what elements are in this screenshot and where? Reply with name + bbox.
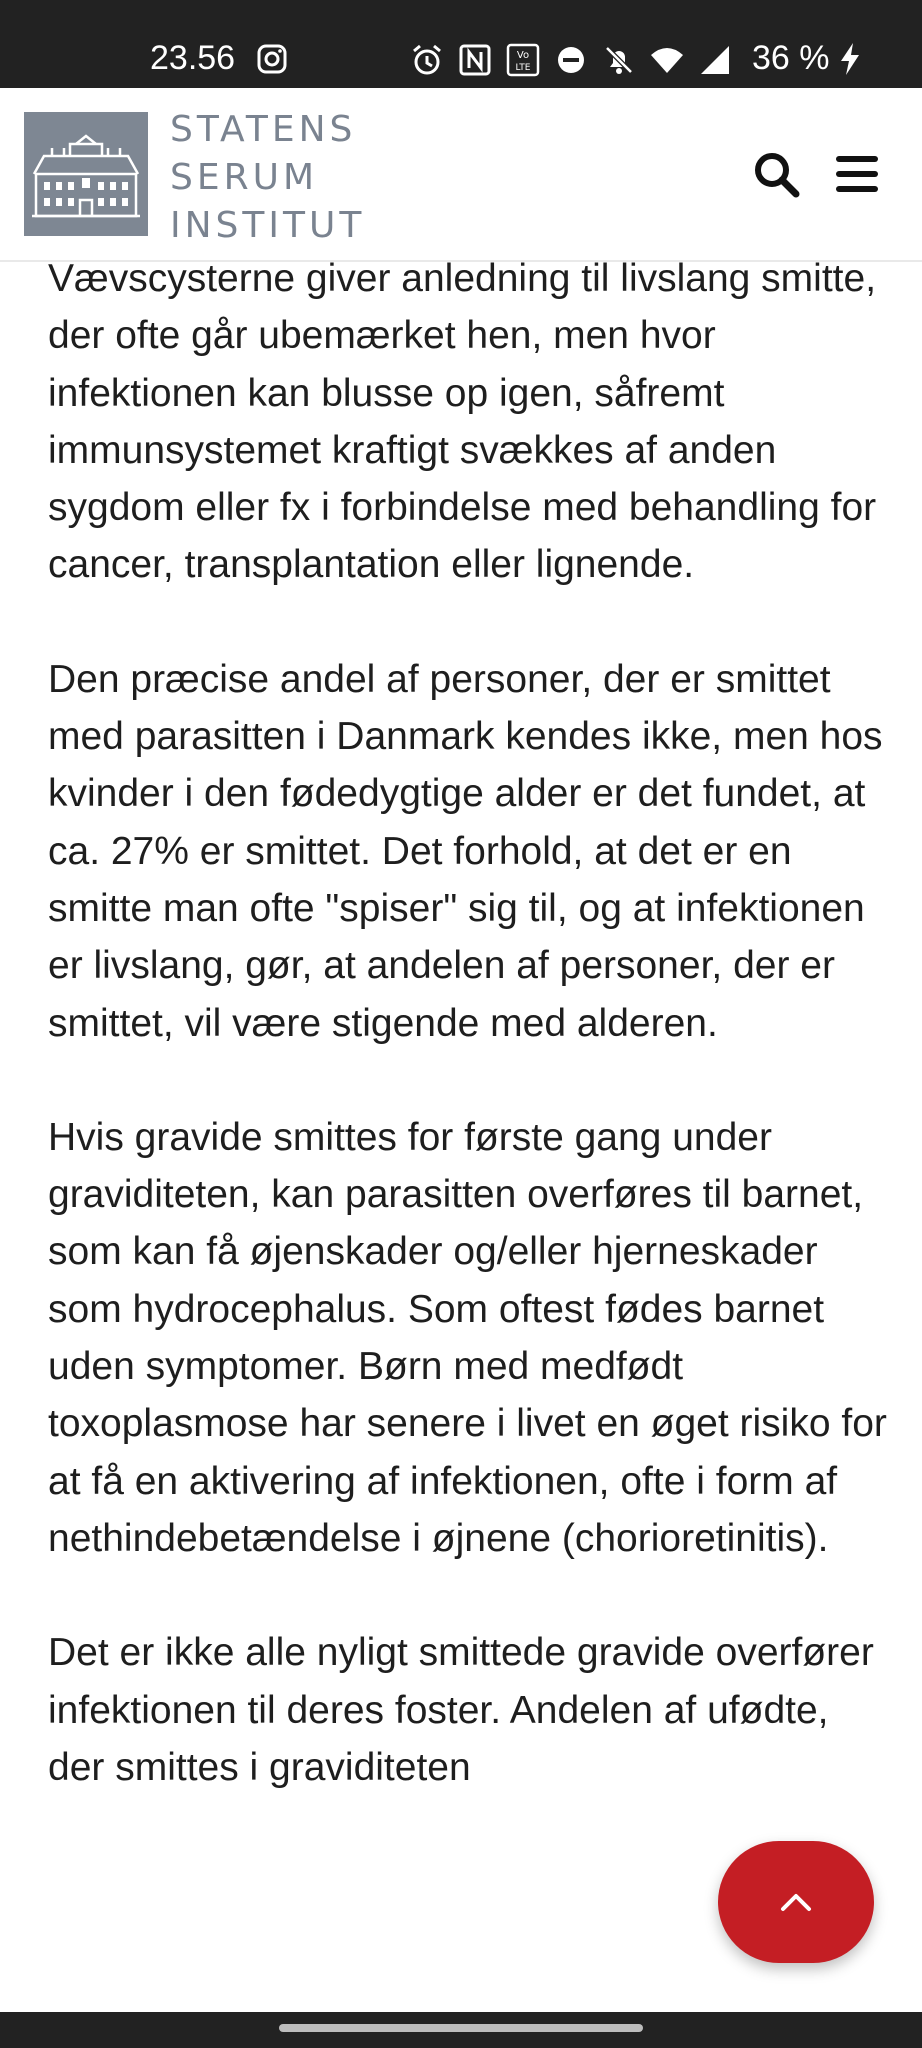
article-body	[48, 250, 888, 1853]
svg-text:Vo: Vo	[516, 50, 530, 61]
scroll-to-top-button[interactable]	[718, 1841, 874, 1963]
hamburger-menu-icon[interactable]	[834, 154, 880, 194]
status-time: 23.56	[150, 39, 236, 77]
battery-level: 36 %	[752, 39, 830, 77]
chevron-up-icon	[780, 1885, 812, 1919]
instagram-icon	[257, 44, 287, 74]
article-paragraph: Hvis gravide smittes for første gang under graviditeten, kan parasitten overføres til barnet, som kan få øjenskader og/eller hjerneskader som hydrocephalus. Som oftest fødes barnet uden symptomer. Børn med medfødt toxoplasmose har senere i livet en øget risiko for at få en aktivering af infektionen, ofte i form af nethindebetændelse i øjnene (chorioretinitis).	[48, 1115, 887, 1560]
building-logo-icon[interactable]	[24, 112, 148, 236]
nfc-icon	[458, 43, 492, 77]
notifications-off-icon	[602, 43, 636, 77]
wifi-icon	[650, 43, 684, 77]
volte-icon	[506, 43, 540, 77]
status-icons	[410, 40, 732, 80]
search-icon[interactable]	[752, 150, 800, 198]
do-not-disturb-icon	[554, 43, 588, 77]
gesture-handle[interactable]	[279, 2024, 643, 2032]
logo-line: SERUM	[170, 157, 319, 198]
system-nav-bar	[0, 2012, 922, 2048]
logo-line: INSTITUT	[170, 205, 366, 246]
article-paragraph: Den præcise andel af personer, der er smittet med parasitten i Danmark kendes ikke, men hos kvinder i den fødedygtige alder er det fundet, at ca. 27% er smittet. Det forhold, at det er en smitte man ofte "spiser" sig til, og at infektionen er livslang, gør, at andelen af personer, der er smittet, vil være stigende med alderen.	[48, 657, 883, 1045]
alarm-icon	[410, 43, 444, 77]
svg-text:LTE: LTE	[515, 63, 531, 73]
logo-line: STATENS	[170, 109, 357, 150]
site-logo-text[interactable]	[170, 106, 365, 250]
article-paragraph: Vævscysterne giver anledning til livslang smitte, der ofte går ubemærket hen, men hvor infektionen kan blusse op igen, såfremt immunsystemet kraftigt svækkes af anden sygdom eller fx i forbindelse med behandling for cancer, transplantation eller lignende.	[48, 257, 877, 587]
status-bar	[0, 0, 922, 88]
signal-icon	[698, 43, 732, 77]
site-header	[0, 88, 922, 262]
charging-icon	[838, 42, 862, 76]
article-paragraph: Det er ikke alle nyligt smittede gravide overfører infektionen til deres foster. Andelen af ufødte, der smittes i graviditeten	[48, 1631, 874, 1789]
